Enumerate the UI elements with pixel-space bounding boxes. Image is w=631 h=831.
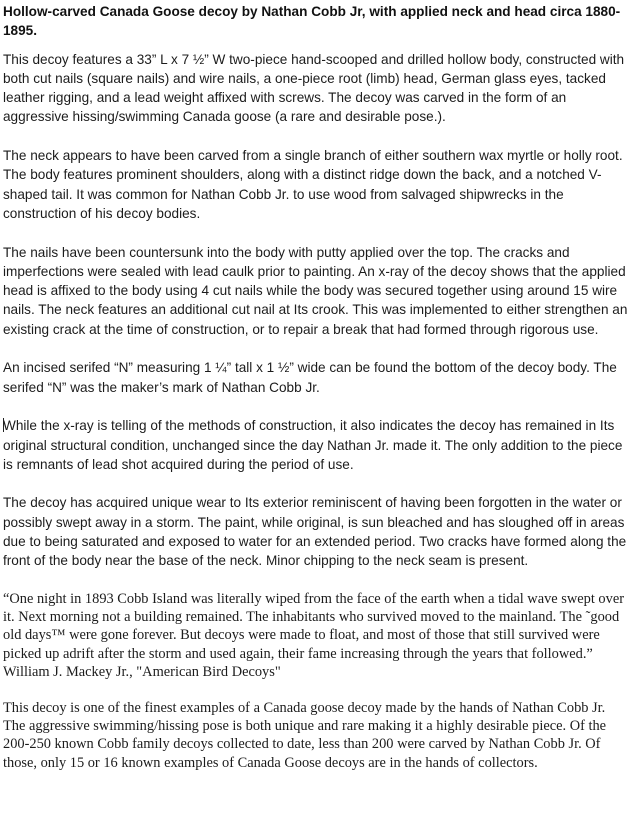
paragraph-construction: This decoy features a 33” L x 7 ½” W two-piece hand-scooped and drilled hollow body, constructed with both cut nails (square nails) and wire nails, a one-piece root (limb) head, German glass eyes, tacked leather rigging, and a lead weight affixed with screws. The decoy was carved in the form of an aggressive hissing/swimming Canada goose (a rare and desirable pose.). [3, 51, 625, 125]
paragraph-quote-mackey: “One night in 1893 Cobb Island was literally wiped from the face of the earth when a tidal wave swept over it. Next morning not a building remained. The inhabitants who survived moved to the mainland. The ˜good old days™ were gone forever. But decoys were made to float, and most of those that still survived were picked up adrift after the storm and used again, their fame increasing through the years that followed.” William J. Mackey Jr., "American Bird Decoys" [3, 590, 625, 680]
paragraph-makers-mark: An incised serifed “N” measuring 1 ¼” tall x 1 ½” wide can be found the bottom of the decoy body. The serifed “N” was the maker’s mark of Nathan Cobb Jr. [3, 360, 617, 395]
document-title: Hollow-carved Canada Goose decoy by Nathan Cobb Jr, with applied neck and head circa 1880-1895. [3, 4, 621, 39]
paragraph-neck-and-body: The neck appears to have been carved from a single branch of either southern wax myrtle or holly root. The body features prominent shoulders, along with a distinct ridge down the back, and a notched V-shaped tail. It was common for Nathan Cobb Jr. to use wood from salvaged shipwrecks in the construction of his decoy bodies. [3, 148, 623, 221]
paragraph-original-condition[interactable] [3, 416, 629, 474]
paragraph-wear: The decoy has acquired unique wear to Its exterior reminiscent of having been forgotten in the water or possibly swept away in a storm. The paint, while original, is sun bleached and has sloughed off in areas due to being saturated and exposed to water for an extended period. Two cracks have formed along the front of the body near the base of the neck. Minor chipping to the neck seam is present. [3, 495, 627, 569]
document-body [3, 2, 629, 772]
paragraph-nails-and-xray: The nails have been countersunk into the body with putty applied over the top. The cracks and imperfections were sealed with lead caulk prior to painting. An x-ray of the decoy shows that the applied head is affixed to the body using 4 cut nails while the body was secured together using around 15 wire nails. The neck features an additional cut nail at Its crook. This was implemented to either strengthen an existing crack at the time of construction, or to repair a break that had formed through rigorous use. [3, 244, 628, 337]
paragraph-original-condition-text: While the x-ray is telling of the methods of construction, it also indicates the decoy has remained in Its original structural condition, unchanged since the day Nathan Jr. made it. The only addition to the piece is remnants of lead shot acquired during the period of use. [3, 418, 623, 472]
paragraph-conclusion: This decoy is one of the finest examples of a Canada goose decoy made by the hands of Nathan Cobb Jr. The aggressive swimming/hissing pose is both unique and rare making it a highly desirable piece. Of the 200-250 known Cobb family decoys collected to date, less than 200 were carved by Nathan Cobb Jr. Of those, only 15 or 16 known examples of Canada Goose decoys are in the hands of collectors. [3, 699, 607, 771]
